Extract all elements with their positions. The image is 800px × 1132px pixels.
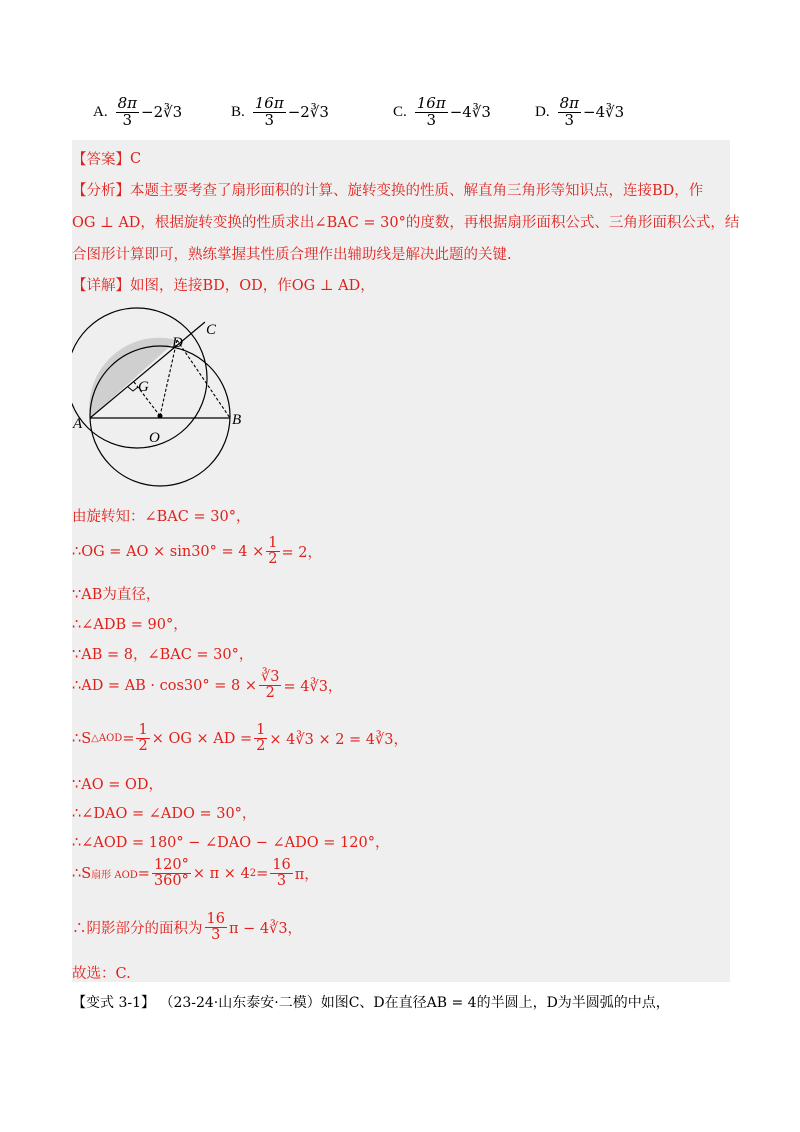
point-o <box>158 414 163 419</box>
step-9: ∴∠DAO = ∠ADO = 30°， <box>72 806 257 822</box>
answer-options <box>93 96 733 129</box>
option-rest: −2∛3 <box>141 103 183 122</box>
option-a <box>93 96 231 129</box>
option-fraction: $\frac{8\pi}{3}$ <box>559 94 579 129</box>
step-5: ∵AB = 8，∠BAC = 30°， <box>72 647 254 663</box>
option-rest: −2∛3 <box>287 103 329 122</box>
step-12: ∴阴影部分的面积为 $\frac{16}{3}$ π − 4∛3， <box>72 911 303 944</box>
analysis-label: 【分析】 <box>72 183 130 199</box>
option-rest: −4∛3 <box>449 103 491 122</box>
label-d: D <box>172 335 183 351</box>
option-d <box>535 96 624 129</box>
step-2: ∴OG = AO × sin30° = 4 × $\frac{1}{2}$ = 2， <box>72 535 322 568</box>
option-fraction: $\frac{16\pi}{3}$ <box>416 94 446 129</box>
fraction: $\frac{16}{3}$ <box>206 911 225 944</box>
label-c: C <box>206 322 217 338</box>
analysis-line-1: 【分析】 本题主要考查了扇形面积的计算、旋转变换的性质、解直角三角形等知识点，连接BD，作 <box>72 179 703 200</box>
step-1: 由旋转知：∠BAC = 30°， <box>72 509 251 525</box>
variant-question <box>72 992 670 1012</box>
option-b <box>231 96 393 129</box>
step-13: 故选：C. <box>72 966 131 982</box>
step-4: ∴∠ADB = 90°， <box>72 617 188 633</box>
variant-label: 【变式 3-1】 <box>72 995 155 1011</box>
shaded-segment <box>89 338 177 418</box>
option-letter: B. <box>231 103 245 120</box>
right-angle-mark <box>128 387 138 391</box>
label-o: O <box>149 430 160 446</box>
geometry-figure <box>72 300 272 490</box>
fraction: $\frac{1}{2}$ <box>256 722 266 755</box>
solution-panel <box>72 140 740 982</box>
option-fraction: $\frac{8\pi}{3}$ <box>117 94 137 129</box>
step-11: ∴S 扇形 AOD = $\frac{120^\circ}{360^\circ}$ × π × 4 2 = $\frac{16}{3}$ π， <box>72 857 319 890</box>
variant-text: （23-24·山东泰安·二模）如图C、D在直径AB = 4的半圆上，D为半圆弧的中点， <box>159 995 670 1011</box>
detail-label: 【详解】 <box>72 278 130 294</box>
fraction: $\frac{1}{2}$ <box>268 535 278 568</box>
answer-line <box>72 148 141 169</box>
option-letter: C. <box>393 103 407 120</box>
segment-bd <box>177 340 230 418</box>
step-10: ∴∠AOD = 180° − ∠DAO − ∠ADO = 120°， <box>72 835 390 851</box>
fraction: $\frac{1}{2}$ <box>138 722 148 755</box>
rotated-circle <box>72 308 207 448</box>
label-a: A <box>73 416 83 432</box>
option-fraction: $\frac{16\pi}{3}$ <box>254 94 284 129</box>
step-7: ∴S △AOD = $\frac{1}{2}$ × OG × AD = $\frac{1}{2}$ × 4∛3 × 2 = 4∛3， <box>72 722 408 755</box>
label-g: G <box>138 379 149 395</box>
option-rest: −4∛3 <box>583 103 625 122</box>
option-c <box>393 96 535 129</box>
step-3: ∵AB为直径， <box>72 587 161 603</box>
step-8: ∵AO = OD， <box>72 777 163 793</box>
answer-value: C <box>130 150 142 167</box>
fraction: $\frac{120^\circ}{360^\circ}$ <box>153 857 189 890</box>
analysis-line-2: OG ⊥ AD，根据旋转变换的性质求出∠BAC = 30°的度数，再根据扇形面积公式、三角形面积公式，结 <box>72 215 740 231</box>
answer-label: 【答案】 <box>72 152 130 168</box>
label-b: B <box>232 412 242 428</box>
step-6: ∴AD = AB · cos30° = 8 × $\frac{∛3}{2}$ = 4∛3， <box>72 669 343 702</box>
fraction: $\frac{∛3}{2}$ <box>261 669 280 702</box>
analysis-line-3: 合图形计算即可，熟练掌握其性质合理作出辅助线是解决此题的关键. <box>72 247 512 263</box>
option-letter: D. <box>535 103 550 120</box>
fraction: $\frac{16}{3}$ <box>272 857 291 890</box>
detail-line: 【详解】 如图，连接BD，OD，作OG ⊥ AD， <box>72 274 375 295</box>
option-letter: A. <box>93 103 108 120</box>
